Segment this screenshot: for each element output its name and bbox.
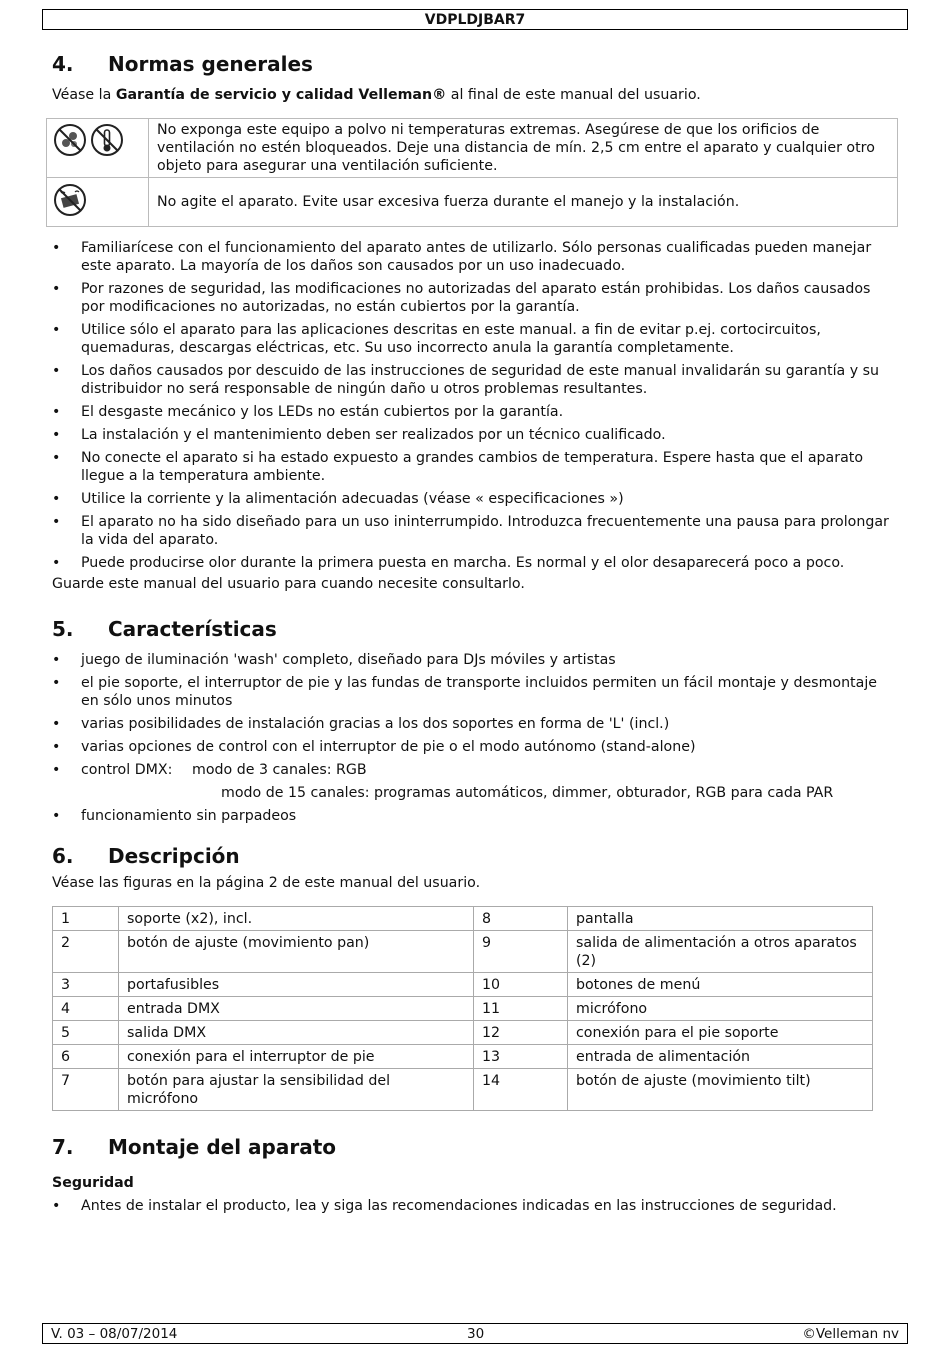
page-content bbox=[52, 50, 892, 1220]
list-item: • Utilice sólo el aparato para las aplicaciones descritas en este manual. a fin de evitar p.ej. cortocircuitos, quemaduras, descargas eléctricas, etc. Su uso incorrecto anula la garantía completamente. bbox=[52, 321, 892, 357]
part-description: conexión para el pie soporte bbox=[568, 1021, 873, 1045]
doc-code: VDPLDJBAR7 bbox=[424, 12, 526, 28]
list-item: • No conecte el aparato si ha estado expuesto a grandes cambios de temperatura. Espere hasta que el aparato llegue a la temperatura ambiente. bbox=[52, 449, 892, 485]
features-list bbox=[52, 651, 892, 825]
list-item: • Utilice la corriente y la alimentación adecuadas (véase « especificaciones ») bbox=[52, 490, 892, 508]
dmx-label: • control DMX: bbox=[81, 762, 173, 778]
part-number: 10 bbox=[474, 973, 568, 997]
dmx-mode-15: modo de 15 canales: programas automáticos, dimmer, obturador, RGB para cada PAR bbox=[221, 785, 834, 801]
list-item: • Los daños causados por descuido de las instrucciones de seguridad de este manual invalidarán su garantía y su distribuidor no será responsable de ningún daño u otros problemas resultantes. bbox=[52, 362, 892, 398]
part-number: 4 bbox=[53, 997, 119, 1021]
mounting-list bbox=[52, 1197, 892, 1215]
dmx-mode-3: modo de 3 canales: RGB bbox=[192, 762, 367, 778]
intro-text-end: al final de este manual del usuario. bbox=[446, 87, 701, 103]
safety-table bbox=[46, 118, 898, 227]
section-title: Normas generales bbox=[108, 52, 313, 76]
list-item: • el pie soporte, el interruptor de pie y las fundas de transporte incluidos permiten un fácil montaje y desmontaje en sólo unos minutos bbox=[52, 674, 892, 710]
safety-row bbox=[47, 119, 898, 178]
part-description: salida DMX bbox=[119, 1021, 474, 1045]
safety-text-2: No agite el aparato. Evite usar excesiva fuerza durante el manejo y la instalación. bbox=[149, 178, 898, 227]
part-description: pantalla bbox=[568, 907, 873, 931]
section-7-heading bbox=[52, 1133, 892, 1163]
footer-version: V. 03 – 08/07/2014 bbox=[51, 1326, 178, 1342]
part-description: portafusibles bbox=[119, 973, 474, 997]
safety-text-1: No exponga este equipo a polvo ni temperaturas extremas. Asegúrese de que los orificios de ventilación no estén bloqueados. Deje una distancia de mín. 2,5 cm entre el aparato y cualquier otro objeto para asegurar una ventilación suficiente. bbox=[149, 119, 898, 178]
parts-table bbox=[52, 906, 873, 1111]
list-item: • El desgaste mecánico y los LEDs no están cubiertos por la garantía. bbox=[52, 403, 892, 421]
section-number: 4. bbox=[52, 52, 74, 76]
section-5-heading bbox=[52, 615, 892, 645]
section-4-intro bbox=[52, 86, 892, 104]
part-number: 9 bbox=[474, 931, 568, 973]
part-number: 3 bbox=[53, 973, 119, 997]
table-row bbox=[53, 907, 873, 931]
footer-brand: ©Velleman nv bbox=[802, 1326, 899, 1342]
footer-page-number: 30 bbox=[467, 1326, 485, 1342]
section-4-heading bbox=[52, 50, 892, 80]
section-title: Descripción bbox=[108, 844, 240, 868]
section-6-intro: Véase las figuras en la página 2 de este manual del usuario. bbox=[52, 875, 481, 891]
safety-row bbox=[47, 178, 898, 227]
page-header bbox=[42, 9, 908, 30]
list-item-dmx bbox=[52, 761, 892, 802]
list-item: • varias opciones de control con el interruptor de pie o el modo autónomo (stand-alone) bbox=[52, 738, 892, 756]
part-description: botón para ajustar la sensibilidad del micrófono bbox=[119, 1069, 474, 1111]
table-row bbox=[53, 1021, 873, 1045]
section-title: Montaje del aparato bbox=[108, 1135, 336, 1159]
part-description: soporte (x2), incl. bbox=[119, 907, 474, 931]
list-item: • Por razones de seguridad, las modificaciones no autorizadas del aparato están prohibidas. Los daños causados por modificaciones no autorizadas, no están cubiertos por la garantía. bbox=[52, 280, 892, 316]
section-number: 5. bbox=[52, 617, 74, 641]
part-description: entrada DMX bbox=[119, 997, 474, 1021]
list-item: • juego de iluminación 'wash' completo, diseñado para DJs móviles y artistas bbox=[52, 651, 892, 669]
part-number: 11 bbox=[474, 997, 568, 1021]
dmx-line-1 bbox=[81, 761, 892, 779]
list-item: • La instalación y el mantenimiento deben ser realizados por un técnico cualificado. bbox=[52, 426, 892, 444]
part-description: botones de menú bbox=[568, 973, 873, 997]
table-row bbox=[53, 997, 873, 1021]
part-number: 6 bbox=[53, 1045, 119, 1069]
list-item: • Puede producirse olor durante la primera puesta en marcha. Es normal y el olor desaparecerá poco a poco. bbox=[52, 554, 892, 572]
intro-bold: Garantía de servicio y calidad Velleman® bbox=[115, 87, 447, 103]
part-number: 5 bbox=[53, 1021, 119, 1045]
table-row bbox=[53, 1045, 873, 1069]
part-number: 7 bbox=[53, 1069, 119, 1111]
no-extreme-temperature-icon bbox=[90, 123, 124, 157]
part-description: entrada de alimentación bbox=[568, 1045, 873, 1069]
part-description: botón de ajuste (movimiento pan) bbox=[119, 931, 474, 973]
part-description: salida de alimentación a otros aparatos (2) bbox=[568, 931, 873, 973]
part-number: 1 bbox=[53, 907, 119, 931]
part-number: 13 bbox=[474, 1045, 568, 1069]
safety-icons bbox=[47, 119, 149, 178]
list-item: • funcionamiento sin parpadeos bbox=[52, 807, 892, 825]
part-number: 2 bbox=[53, 931, 119, 973]
part-number: 12 bbox=[474, 1021, 568, 1045]
section-title: Características bbox=[108, 617, 277, 641]
part-number: 14 bbox=[474, 1069, 568, 1111]
no-shaking-icon bbox=[53, 183, 87, 217]
list-item: • Antes de instalar el producto, lea y siga las recomendaciones indicadas en las instrucciones de seguridad. bbox=[52, 1197, 892, 1215]
list-item: • El aparato no ha sido diseñado para un uso ininterrumpido. Introduzca frecuentemente una pausa para prolongar la vida del aparato. bbox=[52, 513, 892, 549]
page-footer bbox=[42, 1323, 908, 1344]
closing-note: Guarde este manual del usuario para cuando necesite consultarlo. bbox=[52, 576, 525, 592]
section-6-heading bbox=[52, 842, 892, 872]
intro-text: Véase la bbox=[52, 87, 116, 103]
table-row bbox=[53, 973, 873, 997]
subsection-heading: Seguridad bbox=[52, 1175, 134, 1191]
part-number: 8 bbox=[474, 907, 568, 931]
part-description: micrófono bbox=[568, 997, 873, 1021]
part-description: botón de ajuste (movimiento tilt) bbox=[568, 1069, 873, 1111]
general-rules-list bbox=[52, 239, 892, 572]
safety-icons bbox=[47, 178, 149, 227]
table-row bbox=[53, 931, 873, 973]
no-dust-icon bbox=[53, 123, 87, 157]
section-number: 7. bbox=[52, 1135, 74, 1159]
list-item: • varias posibilidades de instalación gracias a los dos soportes en forma de 'L' (incl.) bbox=[52, 715, 892, 733]
table-row bbox=[53, 1069, 873, 1111]
list-item: • Familiarícese con el funcionamiento del aparato antes de utilizarlo. Sólo personas cualificadas pueden manejar este aparato. La mayoría de los daños son causados por un uso inadecuado. bbox=[52, 239, 892, 275]
section-number: 6. bbox=[52, 844, 74, 868]
part-description: conexión para el interruptor de pie bbox=[119, 1045, 474, 1069]
